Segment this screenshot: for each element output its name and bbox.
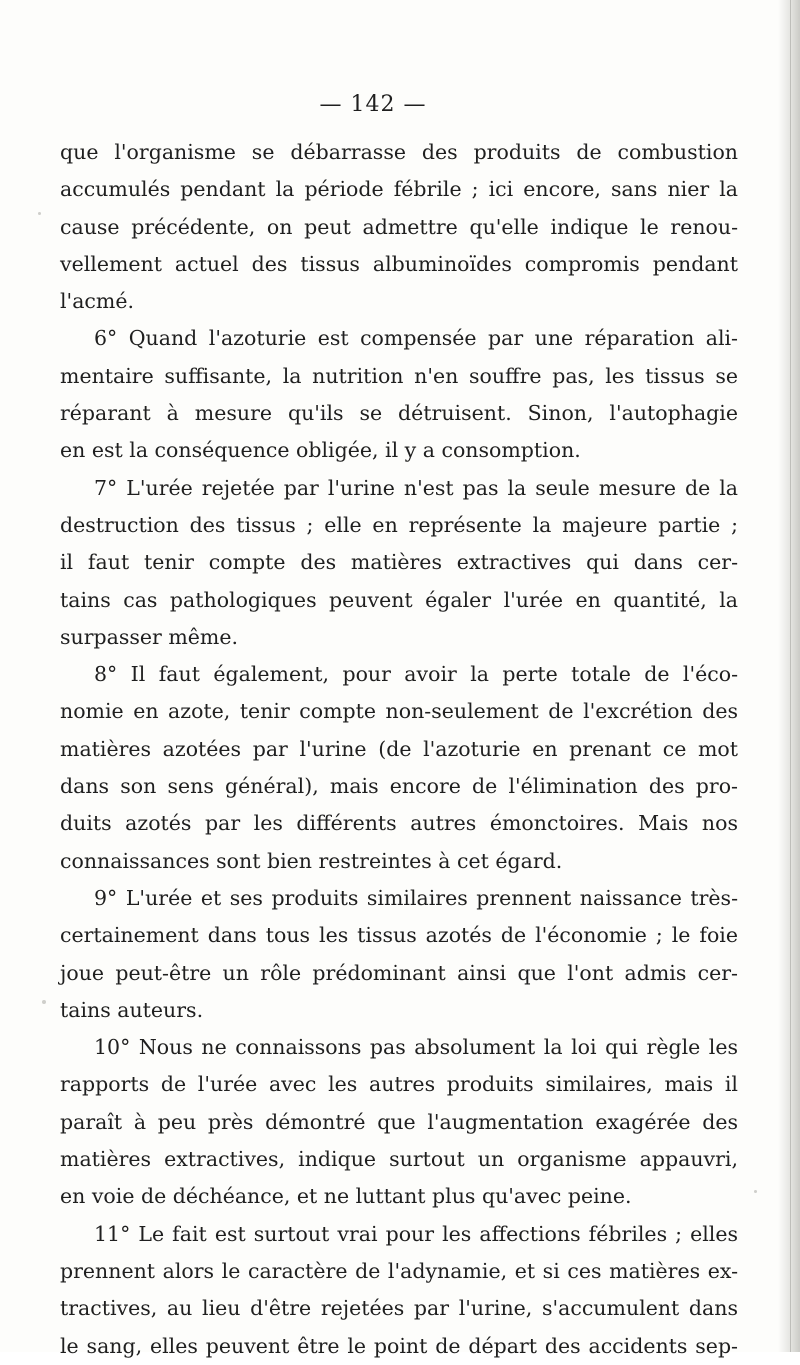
text-line: dans son sens général), mais encore de l'élimination des pro- [60,774,738,799]
text-line: 11° Le fait est surtout vrai pour les affections fébriles ; elles [94,1221,738,1246]
scan-edge-shadow [778,0,800,1352]
text-line: 6° Quand l'azoturie est compensée par une réparation ali- [94,326,738,351]
text-line: 8° Il faut également, pour avoir la perte totale de l'éco- [94,662,738,687]
text-line: matières extractives, indique surtout un organisme appauvri, [60,1147,738,1172]
text-line: que l'organisme se débarrasse des produits de combustion [60,140,738,164]
page-number: — 142 — [319,92,427,117]
text-line: joue peut-être un rôle prédominant ainsi que l'ont admis cer- [60,960,738,985]
scan-speck [42,1000,46,1004]
text-line: destruction des tissus ; elle en représente la majeure partie ; [60,512,738,537]
scan-speck [38,212,41,215]
text-line: paraît à peu près démontré que l'augmentation exagérée des [60,1109,738,1134]
scan-speck [754,1190,757,1193]
text-line: matières azotées par l'urine (de l'azoturie en prenant ce mot [60,736,738,761]
text-line: prennent alors le caractère de l'adynamie, et si ces matières ex- [60,1258,738,1283]
text-line: certainement dans tous les tissus azotés de l'économie ; le foie [60,923,738,948]
text-line: mentaire suffisante, la nutrition n'en souffre pas, les tissus se [60,363,738,388]
text-line: vellement actuel des tissus albuminoïdes compromis pendant [60,251,738,276]
body-text [60,134,738,1365]
text-line: il faut tenir compte des matières extractives qui dans cer- [60,550,738,575]
text-line: cause précédente, on peut admettre qu'elle indique le renou- [60,214,738,239]
text-line: en est la conséquence obligée, il y a consomption. [60,438,581,463]
text-line: surpasser même. [60,624,239,649]
text-line: l'acmé. [60,289,134,314]
text-line: 10° Nous ne connaissons pas absolument la loi qui règle les [94,1035,738,1060]
text-line: duits azotés par les différents autres émonctoires. Mais nos [60,811,738,836]
text-line: en voie de déchéance, et ne luttant plus qu'avec peine. [60,1184,632,1209]
text-line: réparant à mesure qu'ils se détruisent. Sinon, l'autophagie [60,401,738,426]
text-line: tractives, au lieu d'être rejetées par l'urine, s'accumulent dans [60,1296,738,1321]
text-line: 7° L'urée rejetée par l'urine n'est pas la seule mesure de la [94,475,738,500]
text-line: tains cas pathologiques peuvent égaler l'urée en quantité, la [60,587,738,612]
text-line: connaissances sont bien restreintes à cet égard. [60,848,563,873]
text-line: 9° L'urée et ses produits similaires prennent naissance très- [94,885,738,910]
text-line: le sang, elles peuvent être le point de départ des accidents sep- [60,1333,738,1358]
text-line: accumulés pendant la période fébrile ; ici encore, sans nier la [60,177,738,202]
text-line: rapports de l'urée avec les autres produits similaires, mais il [60,1072,738,1097]
text-line: tains auteurs. [60,997,204,1022]
scan-edge-line [790,0,791,1352]
text-line: nomie en azote, tenir compte non-seulement de l'excrétion des [60,699,738,724]
